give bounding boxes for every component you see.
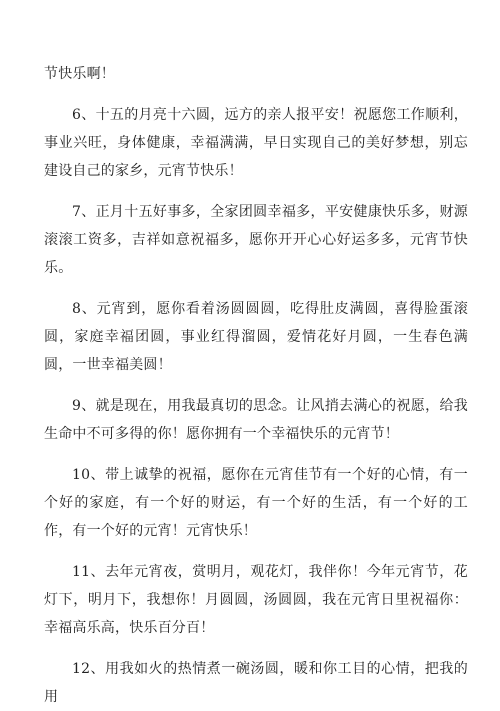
document-body [44,60,468,711]
paragraph-12: 12、用我如火的热情煮一碗汤圆，暖和你工目的心情，把我的用 [44,661,468,705]
paragraph-10: 10、带上诚挚的祝福，愿你在元宵佳节有一个好的心情，有一个好的家庭，有一个好的财运，有一个好的生活，有一个好的工作，有一个好的元宵！元宵快乐！ [44,467,468,539]
paragraph-11: 11、去年元宵夜，赏明月，观花灯，我伴你！今年元宵节，花灯下，明月下，我想你！月圆圆，汤圆圆，我在元宵日里祝福你：幸福高乐高，快乐百分百！ [44,564,468,636]
paragraph-continuation: 节快乐啊！ [44,66,115,82]
paragraph-7: 7、正月十五好事多，全家团圆幸福多，平安健康快乐多，财源滚滚工资多，吉祥如意祝福多，愿你开开心心好运多多，元宵节快乐。 [44,204,468,276]
paragraph-8: 8、元宵到，愿你看着汤圆圆圆，吃得肚皮满圆，喜得脸蛋滚圆，家庭幸福团圆，事业红得溜圆，爱情花好月圆，一生春色满圆，一世幸福美圆！ [44,301,468,373]
paragraph-9: 9、就是现在，用我最真切的思念。让风捎去满心的祝愿，给我生命中不可多得的你！愿你拥有一个幸福快乐的元宵节！ [44,398,468,442]
paragraph-6: 6、十五的月亮十六圆，远方的亲人报平安！祝愿您工作顺利，事业兴旺，身体健康，幸福满满，早日实现自己的美好梦想，别忘建设自己的家乡，元宵节快乐！ [44,107,468,179]
